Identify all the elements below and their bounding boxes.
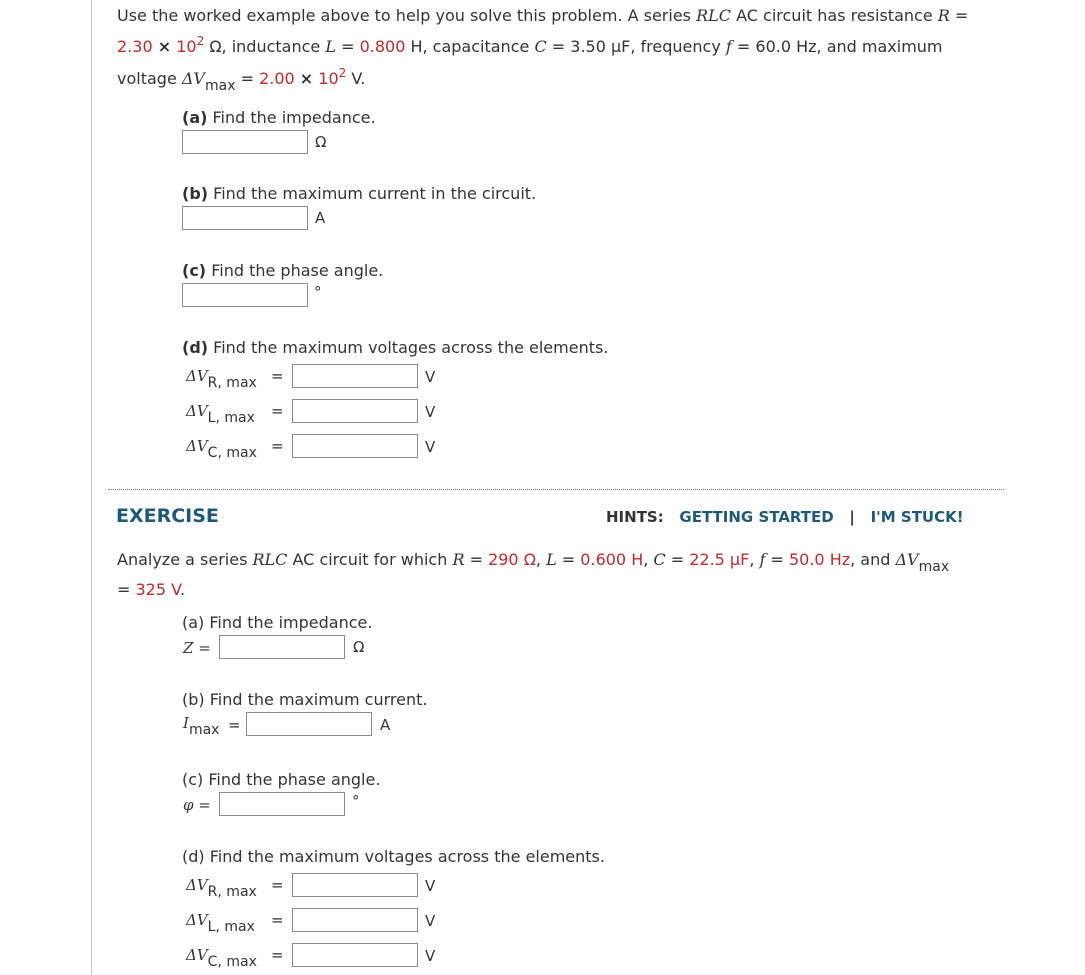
left-border-line (91, 0, 92, 975)
exercise-part-c-prompt: (c) Find the phase angle. (182, 770, 381, 789)
amp-unit: A (380, 716, 391, 734)
example-part-d-prompt: (d) Find the maximum voltages across the elements. (182, 338, 609, 357)
equals-sign: = (271, 367, 284, 385)
getting-started-link[interactable]: GETTING STARTED (679, 508, 834, 526)
equals-sign: = (271, 911, 284, 929)
exercise-part-a-prompt: (a) Find the impedance. (182, 613, 373, 632)
equals-sign: = (271, 946, 284, 964)
example-part-a-prompt: (a) Find the impedance. (182, 108, 376, 127)
example-line-1: Use the worked example above to help you solve this problem. A series RLC AC circuit has resistance R = (117, 6, 969, 25)
exercise-line-1: Analyze a series RLC AC circuit for which R = 290 Ω, L = 0.600 H, C = 22.5 µF, f = 50.0 Hz, and ΔVmax (117, 550, 950, 575)
exercise-vl-label: ΔVL, max (186, 911, 255, 935)
im-stuck-link[interactable]: I'M STUCK! (870, 508, 964, 526)
exercise-vc-input[interactable] (292, 943, 418, 967)
i-max-label: Imax (183, 714, 220, 738)
exercise-vr-input[interactable] (292, 873, 418, 897)
volt-unit: V (425, 403, 436, 421)
volt-unit: V (425, 438, 436, 456)
equals-sign: = (271, 402, 284, 420)
example-impedance-input[interactable] (182, 130, 308, 154)
degree-unit: ° (314, 283, 322, 301)
equals-sign: = (228, 716, 241, 734)
example-part-c-prompt: (c) Find the phase angle. (182, 261, 384, 280)
example-part-b-prompt: (b) Find the maximum current in the circuit. (182, 184, 537, 203)
exercise-part-d-prompt: (d) Find the maximum voltages across the elements. (182, 847, 605, 866)
hints-bar: HINTS: GETTING STARTED | I'M STUCK! (606, 508, 964, 526)
equals-sign: = (271, 876, 284, 894)
volt-unit: V (425, 877, 436, 895)
ohm-unit: Ω (315, 133, 327, 151)
volt-unit: V (425, 947, 436, 965)
exercise-part-b-prompt: (b) Find the maximum current. (182, 690, 428, 709)
exercise-impedance-input[interactable] (219, 635, 345, 659)
example-current-input[interactable] (182, 206, 308, 230)
equals-sign: = (271, 437, 284, 455)
exercise-vl-input[interactable] (292, 908, 418, 932)
exercise-line-2: = 325 V. (117, 580, 186, 599)
example-line-3: voltage $\Delta Vmax = 2.00 \times 10^2$ V. (117, 66, 366, 94)
exercise-current-input[interactable] (246, 712, 372, 736)
degree-unit: ° (352, 792, 360, 810)
exercise-phase-input[interactable] (219, 792, 345, 816)
section-divider (108, 489, 1004, 490)
example-vc-label: ΔVC, max (186, 437, 257, 461)
exercise-title: EXERCISE (116, 505, 219, 527)
exercise-vc-label: ΔVC, max (186, 946, 257, 970)
example-vl-label: ΔVL, max (186, 402, 255, 426)
example-phase-input[interactable] (182, 283, 308, 307)
phi-label: φ = (183, 796, 211, 814)
volt-unit: V (425, 368, 436, 386)
exercise-vr-label: ΔVR, max (186, 876, 257, 900)
amp-unit: A (315, 209, 326, 227)
example-vl-input[interactable] (292, 399, 418, 423)
volt-unit: V (425, 912, 436, 930)
example-vr-label: ΔVR, max (186, 367, 257, 391)
example-line-2: $2.30 \times 10^2$ Ω, inductance L = 0.800 H, capacitance C = 3.50 µF, frequency f = 60.0 Hz, and maximum (117, 34, 943, 56)
example-vr-input[interactable] (292, 364, 418, 388)
example-vc-input[interactable] (292, 434, 418, 458)
ohm-unit: Ω (353, 638, 365, 656)
z-label: Z = (183, 639, 211, 657)
